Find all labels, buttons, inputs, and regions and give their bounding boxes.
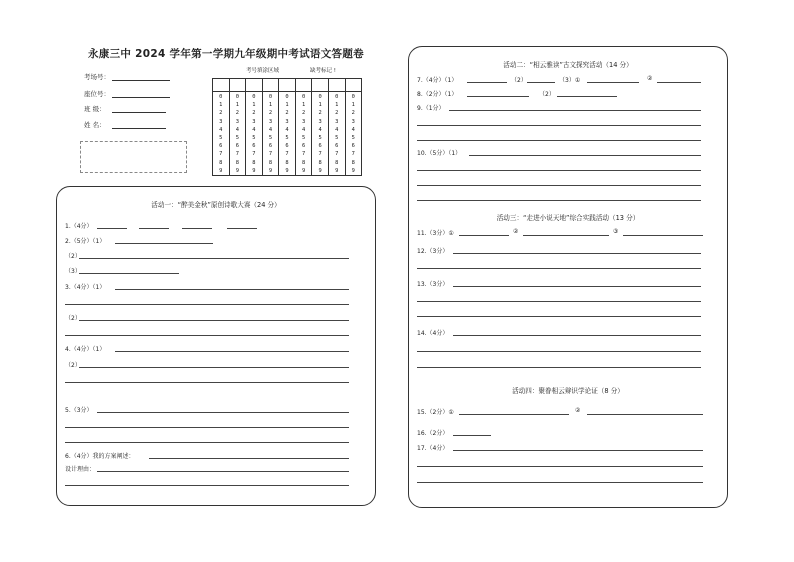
grid-digit-bubble[interactable]: 6	[285, 143, 289, 150]
answer-line[interactable]	[115, 351, 349, 352]
answer-line[interactable]	[97, 471, 349, 472]
answer-line[interactable]	[557, 96, 617, 97]
grid-digit-bubble[interactable]: 2	[335, 110, 339, 117]
q11-label: 11.（3分）①	[417, 230, 454, 237]
grid-column	[312, 79, 329, 175]
seat-label: 座位号：	[84, 90, 110, 98]
grid-write-cell[interactable]	[279, 79, 295, 92]
activity-one-title: 活动一：“醉美金秋”原创诗歌大赛（24 分）	[151, 201, 281, 209]
q15-label: 15.（2分）①	[417, 409, 454, 416]
grid-caption-left: 考号填涂区域	[246, 68, 280, 74]
grid-write-cell[interactable]	[296, 79, 312, 92]
grid-digit-bubble[interactable]: 6	[351, 143, 355, 150]
grid-digit-bubble[interactable]: 8	[285, 159, 289, 166]
grid-digit-bubble[interactable]: 2	[351, 110, 355, 117]
grid-digit-bubble[interactable]: 0	[301, 93, 306, 100]
grid-digit-bubble[interactable]: 8	[351, 159, 355, 166]
q14-label: 14.（4分）	[417, 330, 449, 337]
q4-2-label: （2）	[65, 362, 81, 369]
grid-digit-bubble[interactable]: 2	[301, 110, 306, 117]
grid-digit-bubble[interactable]: 1	[285, 102, 289, 109]
grid-digit-bubble[interactable]: 7	[219, 151, 223, 158]
grid-digit-bubble[interactable]: 5	[301, 134, 306, 141]
grid-digit-bubble[interactable]: 4	[252, 126, 256, 133]
answer-line[interactable]	[417, 170, 701, 171]
answer-line[interactable]	[417, 482, 703, 483]
grid-digit-bubble[interactable]: 0	[285, 93, 289, 100]
answer-line[interactable]	[467, 82, 507, 83]
grid-column	[213, 79, 230, 175]
answer-line[interactable]	[65, 485, 349, 486]
grid-digit-bubble[interactable]: 2	[219, 110, 223, 117]
answer-line[interactable]	[453, 435, 491, 436]
q11-c-label: ③	[613, 228, 619, 235]
grid-digits	[213, 92, 229, 175]
answer-line[interactable]	[227, 228, 257, 229]
grid-column	[230, 79, 247, 175]
answer-line[interactable]	[65, 335, 349, 336]
absent-mark-label: 缺考标记 !	[310, 68, 336, 74]
grid-digit-bubble[interactable]: 8	[219, 159, 223, 166]
answer-line[interactable]	[139, 228, 169, 229]
grid-digit-bubble[interactable]: 4	[318, 126, 322, 133]
grid-digit-bubble[interactable]: 8	[235, 159, 239, 166]
grid-digit-bubble[interactable]: 5	[335, 134, 339, 141]
answer-line[interactable]	[417, 301, 701, 302]
answer-line[interactable]	[97, 412, 349, 413]
grid-digit-bubble[interactable]: 8	[318, 159, 322, 166]
grid-digit-bubble[interactable]: 6	[235, 143, 239, 150]
answer-line[interactable]	[65, 442, 349, 443]
grid-digits	[279, 92, 295, 175]
grid-digit-bubble[interactable]: 9	[252, 167, 256, 174]
exam-number-grid	[212, 68, 362, 176]
grid-column	[329, 79, 346, 175]
grid-digit-bubble[interactable]: 2	[235, 110, 239, 117]
grid-digit-bubble[interactable]: 1	[268, 102, 273, 109]
answer-line[interactable]	[417, 125, 701, 126]
activity-one-panel	[56, 186, 376, 506]
grid-digit-bubble[interactable]: 0	[318, 93, 322, 100]
grid-digit-bubble[interactable]: 9	[219, 167, 223, 174]
q2-2-label: （2）	[65, 253, 81, 260]
answer-line[interactable]	[65, 304, 349, 305]
answer-line[interactable]	[79, 320, 349, 321]
grid-digit-bubble[interactable]: 0	[252, 93, 256, 100]
answer-line[interactable]	[417, 316, 701, 317]
grid-digit-bubble[interactable]: 0	[219, 93, 223, 100]
grid-digit-bubble[interactable]: 9	[268, 167, 273, 174]
answer-line[interactable]	[527, 82, 555, 83]
class-field[interactable]	[112, 112, 166, 113]
grid-digits	[246, 92, 262, 175]
grid-digit-bubble[interactable]: 4	[335, 126, 339, 133]
grid-digit-bubble[interactable]: 6	[318, 143, 322, 150]
grid-digit-bubble[interactable]: 2	[268, 110, 273, 117]
answer-line[interactable]	[417, 466, 703, 467]
grid-column	[279, 79, 296, 175]
grid-digit-bubble[interactable]: 4	[285, 126, 289, 133]
q7-label: 7.（4分）（1）	[417, 77, 458, 84]
grid-digit-bubble[interactable]: 7	[351, 151, 355, 158]
grid-digits	[346, 92, 362, 175]
grid-digit-bubble[interactable]: 7	[252, 151, 256, 158]
grid-digit-bubble[interactable]: 8	[252, 159, 256, 166]
answer-line[interactable]	[65, 382, 349, 383]
name-label: 姓 名：	[84, 121, 106, 129]
answer-line[interactable]	[657, 82, 701, 83]
answer-line[interactable]	[115, 243, 213, 244]
grid-digit-bubble[interactable]: 5	[235, 134, 239, 141]
answer-line[interactable]	[453, 450, 703, 451]
grid-digit-bubble[interactable]: 9	[285, 167, 289, 174]
answer-line[interactable]	[449, 110, 701, 111]
answer-line[interactable]	[182, 228, 212, 229]
grid-digit-bubble[interactable]: 9	[301, 167, 306, 174]
exam-room-field[interactable]	[112, 80, 170, 81]
answer-line[interactable]	[459, 414, 569, 415]
exam-room-label: 考场号：	[84, 73, 110, 81]
seat-field[interactable]	[112, 97, 170, 98]
activities-panel	[408, 46, 728, 508]
grid-digit-bubble[interactable]: 7	[235, 151, 239, 158]
grid-digit-bubble[interactable]: 5	[268, 134, 273, 141]
q7-c-label: （3）①	[559, 77, 581, 84]
grid-digit-bubble[interactable]: 1	[252, 102, 256, 109]
q3-1-label: 3.（4分）（1）	[65, 284, 106, 291]
answer-line[interactable]	[79, 258, 349, 259]
grid-digit-bubble[interactable]: 3	[285, 118, 289, 125]
activity-two-title: 活动二：“相云雅读”古文探究活动（14 分）	[503, 61, 633, 69]
q13-label: 13.（3分）	[417, 281, 449, 288]
grid-digit-bubble[interactable]: 2	[252, 110, 256, 117]
grid-digit-bubble[interactable]: 4	[301, 126, 306, 133]
answer-line[interactable]	[523, 235, 609, 236]
answer-line[interactable]	[417, 140, 701, 141]
grid-digit-bubble[interactable]: 0	[335, 93, 339, 100]
grid-digit-bubble[interactable]: 5	[318, 134, 322, 141]
grid-column	[346, 79, 362, 175]
grid-digit-bubble[interactable]: 6	[268, 143, 273, 150]
q3-2-label: （2）	[65, 315, 81, 322]
q7-d-label: ②	[647, 75, 653, 82]
q16-label: 16.（2分）	[417, 430, 449, 437]
grid-digits	[263, 92, 279, 175]
answer-line[interactable]	[469, 155, 701, 156]
page-title: 永康三中 2024 学年第一学期九年级期中考试语文答题卷	[88, 48, 364, 60]
answer-line[interactable]	[417, 268, 701, 269]
grid-digit-bubble[interactable]: 5	[252, 134, 256, 141]
grid-digit-bubble[interactable]: 1	[335, 102, 339, 109]
grid-digits	[296, 92, 312, 175]
grid-digit-bubble[interactable]: 3	[318, 118, 322, 125]
grid-digit-bubble[interactable]: 1	[235, 102, 239, 109]
grid-digit-bubble[interactable]: 3	[351, 118, 355, 125]
q12-label: 12.（3分）	[417, 248, 449, 255]
grid-write-cell[interactable]	[329, 79, 345, 92]
answer-line[interactable]	[459, 235, 509, 236]
grid-write-cell[interactable]	[246, 79, 262, 92]
q6-label: 6.（4分）我的方案阐述：	[65, 453, 135, 460]
grid-digits	[312, 92, 328, 175]
answer-line[interactable]	[97, 228, 127, 229]
grid-digit-bubble[interactable]: 5	[351, 134, 355, 141]
grid-digit-bubble[interactable]: 1	[351, 102, 355, 109]
grid-digit-bubble[interactable]: 0	[268, 93, 273, 100]
grid-digits	[230, 92, 246, 175]
grid-write-cell[interactable]	[230, 79, 246, 92]
answer-line[interactable]	[79, 273, 179, 274]
grid-digit-bubble[interactable]: 3	[235, 118, 239, 125]
grid-digit-bubble[interactable]: 9	[351, 167, 355, 174]
q6-reason-label: 设计理由：	[65, 466, 96, 473]
q17-label: 17.（4分）	[417, 445, 449, 452]
answer-line[interactable]	[587, 82, 639, 83]
q8-label: 8.（2分）（1）	[417, 91, 458, 98]
grid-digit-bubble[interactable]: 2	[285, 110, 289, 117]
grid-write-cell[interactable]	[346, 79, 362, 92]
q1-label: 1.（4分）	[65, 223, 93, 230]
grid-digit-bubble[interactable]: 9	[318, 167, 322, 174]
activity-three-title: 活动三：“走进小说天地”综合实践活动（13 分）	[496, 214, 640, 222]
answer-line[interactable]	[417, 185, 701, 186]
answer-line[interactable]	[453, 253, 701, 254]
grid-digit-bubble[interactable]: 2	[318, 110, 322, 117]
grid-digit-bubble[interactable]: 9	[335, 167, 339, 174]
q15-b-label: ②	[575, 407, 581, 414]
grid-digit-bubble[interactable]: 4	[268, 126, 273, 133]
grid-digit-bubble[interactable]: 8	[268, 159, 273, 166]
q5-label: 5.（3分）	[65, 407, 93, 414]
answer-line[interactable]	[467, 96, 529, 97]
class-label: 班 级：	[84, 105, 106, 113]
grid-digit-bubble[interactable]: 3	[268, 118, 273, 125]
grid-digit-bubble[interactable]: 3	[252, 118, 256, 125]
answer-line[interactable]	[115, 289, 349, 290]
grid-column	[263, 79, 280, 175]
grid-digit-bubble[interactable]: 1	[219, 102, 223, 109]
q9-label: 9.（1分）	[417, 105, 445, 112]
q2-3-label: （3）	[65, 268, 81, 275]
grid-digit-bubble[interactable]: 0	[235, 93, 239, 100]
answer-line[interactable]	[417, 351, 701, 352]
grid-column	[246, 79, 263, 175]
grid-digit-bubble[interactable]: 7	[285, 151, 289, 158]
grid-digit-bubble[interactable]: 4	[219, 126, 223, 133]
grid-digit-bubble[interactable]: 8	[301, 159, 306, 166]
grid-columns	[212, 78, 362, 176]
answer-line[interactable]	[65, 427, 349, 428]
grid-digit-bubble[interactable]: 6	[252, 143, 256, 150]
grid-digit-bubble[interactable]: 7	[318, 151, 322, 158]
grid-digit-bubble[interactable]: 4	[235, 126, 239, 133]
q11-b-label: ②	[513, 228, 519, 235]
grid-digit-bubble[interactable]: 7	[268, 151, 273, 158]
grid-digit-bubble[interactable]: 0	[351, 93, 355, 100]
grid-digit-bubble[interactable]: 5	[219, 134, 223, 141]
answer-line[interactable]	[417, 367, 701, 368]
grid-digit-bubble[interactable]: 8	[335, 159, 339, 166]
grid-digit-bubble[interactable]: 3	[335, 118, 339, 125]
q7-b-label: （2）	[511, 77, 527, 84]
answer-line[interactable]	[587, 414, 703, 415]
grid-digit-bubble[interactable]: 7	[301, 151, 306, 158]
grid-digit-bubble[interactable]: 6	[219, 143, 223, 150]
answer-line[interactable]	[79, 367, 349, 368]
answer-line[interactable]	[623, 235, 703, 236]
q8-b-label: （2）	[539, 91, 555, 98]
answer-line[interactable]	[149, 458, 349, 459]
answer-line[interactable]	[453, 286, 701, 287]
grid-digit-bubble[interactable]: 6	[301, 143, 306, 150]
grid-column	[296, 79, 313, 175]
grid-digit-bubble[interactable]: 4	[351, 126, 355, 133]
grid-digit-bubble[interactable]: 7	[335, 151, 339, 158]
q10-label: 10.（5分）（1）	[417, 150, 462, 157]
grid-digit-bubble[interactable]: 9	[235, 167, 239, 174]
grid-write-cell[interactable]	[312, 79, 328, 92]
grid-digit-bubble[interactable]: 6	[335, 143, 339, 150]
grid-write-cell[interactable]	[263, 79, 279, 92]
grid-digit-bubble[interactable]: 3	[301, 118, 306, 125]
barcode-area	[80, 141, 187, 173]
answer-line[interactable]	[453, 335, 701, 336]
grid-digit-bubble[interactable]: 1	[301, 102, 306, 109]
grid-digits	[329, 92, 345, 175]
answer-line[interactable]	[417, 200, 701, 201]
q4-1-label: 4.（4分）（1）	[65, 346, 106, 353]
q2-1-label: 2.（5分）（1）	[65, 238, 106, 245]
grid-write-cell[interactable]	[213, 79, 229, 92]
activity-four-title: 活动四：聚眷相云辩识学论证（8 分）	[512, 387, 624, 395]
grid-digit-bubble[interactable]: 3	[219, 118, 223, 125]
name-field[interactable]	[112, 128, 166, 129]
grid-digit-bubble[interactable]: 5	[285, 134, 289, 141]
grid-digit-bubble[interactable]: 1	[318, 102, 322, 109]
